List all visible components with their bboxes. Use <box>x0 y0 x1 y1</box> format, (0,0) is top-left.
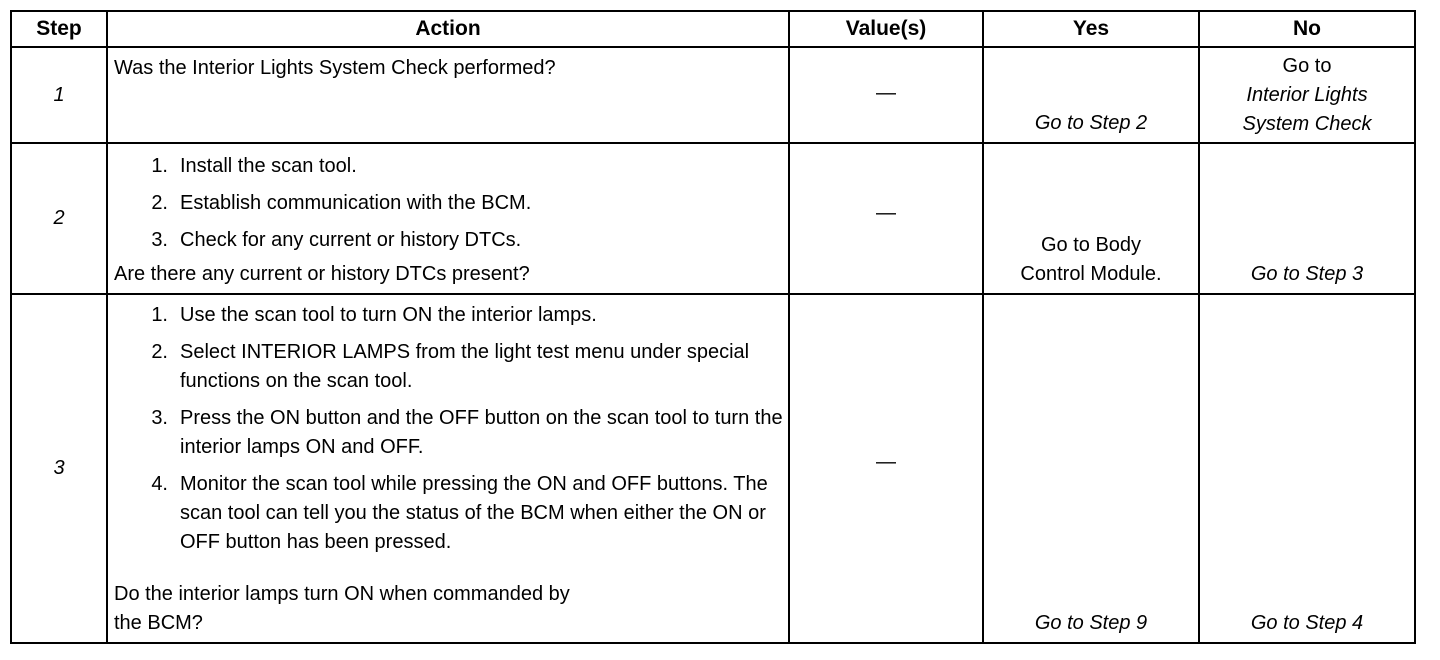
value-dash: — <box>876 451 896 473</box>
action-steps <box>108 295 788 557</box>
list-number: 3. <box>151 407 168 429</box>
header-step: Step <box>11 11 107 47</box>
yes-cell <box>983 47 1199 143</box>
header-no: No <box>1199 11 1415 47</box>
no-action-line: System Check <box>1242 113 1372 135</box>
yes-cell <box>983 294 1199 643</box>
table-row <box>11 143 1415 294</box>
action-cell <box>107 294 789 643</box>
list-text: Monitor the scan tool while pressing the ON and OFF buttons. The scan tool can tell you the status of the BCM when either the ON or OFF button has been pressed. <box>180 473 768 553</box>
table-row <box>11 294 1415 643</box>
list-text: Install the scan tool. <box>180 155 357 177</box>
action-question-line: the BCM? <box>114 612 203 634</box>
list-number: 1. <box>151 155 168 177</box>
table-row <box>11 47 1415 143</box>
action-cell <box>107 47 789 143</box>
list-item <box>108 301 788 330</box>
action-question: Was the Interior Lights System Check performed? <box>114 57 556 79</box>
list-text: Check for any current or history DTCs. <box>180 229 522 251</box>
list-item <box>108 470 788 557</box>
no-cell <box>1199 143 1415 294</box>
action-question-line: Do the interior lamps turn ON when commanded by <box>114 583 570 605</box>
value-dash: — <box>876 82 896 104</box>
yes-action-line: Control Module. <box>1020 263 1162 285</box>
list-number: 2. <box>151 341 168 363</box>
no-action-line: Go to <box>1282 55 1332 77</box>
list-text: Establish communication with the BCM. <box>180 192 532 214</box>
no-cell <box>1199 294 1415 643</box>
yes-action: Go to Step 2 <box>1034 112 1148 134</box>
header-action: Action <box>107 11 789 47</box>
yes-action: Go to Step 9 <box>1034 612 1148 634</box>
list-number: 3. <box>151 229 168 251</box>
value-cell <box>789 143 983 294</box>
no-action: Go to Step 3 <box>1250 263 1364 285</box>
list-item <box>108 404 788 462</box>
list-item <box>108 152 788 180</box>
no-cell <box>1199 47 1415 143</box>
list-text: Use the scan tool to turn ON the interior lamps. <box>180 304 597 326</box>
value-cell <box>789 294 983 643</box>
list-item <box>108 189 788 217</box>
value-dash: — <box>876 202 896 224</box>
yes-cell <box>983 143 1199 294</box>
value-cell <box>789 47 983 143</box>
list-number: 4. <box>151 473 168 495</box>
action-question: Are there any current or history DTCs present? <box>114 263 530 285</box>
yes-action-line: Go to Body <box>1040 234 1142 256</box>
step-number: 1 <box>11 47 107 143</box>
no-action-line: Interior Lights <box>1246 84 1368 106</box>
list-number: 1. <box>151 304 168 326</box>
diagnostic-table <box>10 10 1416 644</box>
list-text: Press the ON button and the OFF button on the scan tool to turn the interior lamps ON and OFF. <box>180 407 783 458</box>
step-number: 2 <box>11 143 107 294</box>
action-cell <box>107 143 789 294</box>
list-text: Select INTERIOR LAMPS from the light test menu under special functions on the scan tool. <box>180 341 750 392</box>
no-action: Go to Step 4 <box>1250 612 1364 634</box>
list-item <box>108 226 788 254</box>
yes-action <box>984 231 1198 289</box>
action-steps <box>108 144 788 254</box>
no-action <box>1200 48 1414 139</box>
header-values: Value(s) <box>789 11 983 47</box>
header-yes: Yes <box>983 11 1199 47</box>
header-row <box>11 11 1415 47</box>
action-question <box>114 580 784 638</box>
list-number: 2. <box>151 192 168 214</box>
step-number: 3 <box>11 294 107 643</box>
list-item <box>108 338 788 396</box>
